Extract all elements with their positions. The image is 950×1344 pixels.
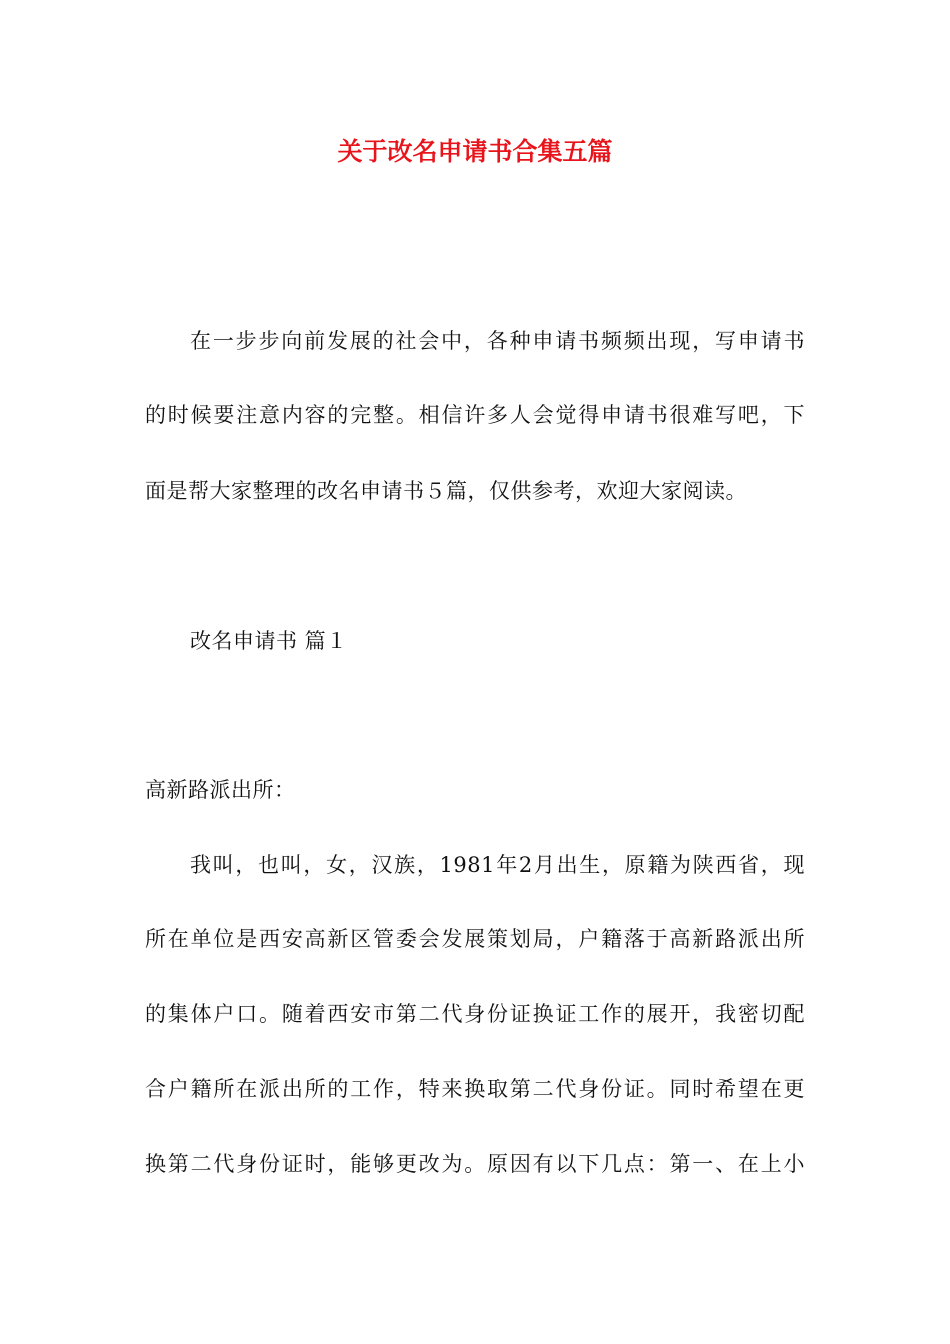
intro-line-3: 面是帮大家整理的改名申请书５篇，仅供参考，欢迎大家阅读。 bbox=[145, 479, 747, 503]
body-line-4: 合户籍所在派出所的工作，特来换取第二代身份证。同时希望在更 bbox=[145, 1077, 805, 1101]
intro-line-1: 在一步步向前发展的社会中，各种申请书频频出现，写申请书 bbox=[190, 329, 805, 353]
body-line-1: 我叫，也叫，女，汉族，1981年2月出生，原籍为陕西省，现 bbox=[190, 853, 805, 877]
section-heading: 改名申请书 篇１ bbox=[190, 629, 348, 653]
body-line-5: 换第二代身份证时，能够更改为。原因有以下几点：第一、在上小 bbox=[145, 1152, 805, 1176]
document-title: 关于改名申请书合集五篇 bbox=[337, 137, 613, 166]
intro-line-2: 的时候要注意内容的完整。相信许多人会觉得申请书很难写吧，下 bbox=[145, 403, 805, 427]
salutation: 高新路派出所： bbox=[145, 778, 296, 802]
body-line-2: 所在单位是西安高新区管委会发展策划局，户籍落于高新路派出所 bbox=[145, 927, 805, 951]
body-line-3: 的集体户口。随着西安市第二代身份证换证工作的展开，我密切配 bbox=[145, 1002, 805, 1026]
